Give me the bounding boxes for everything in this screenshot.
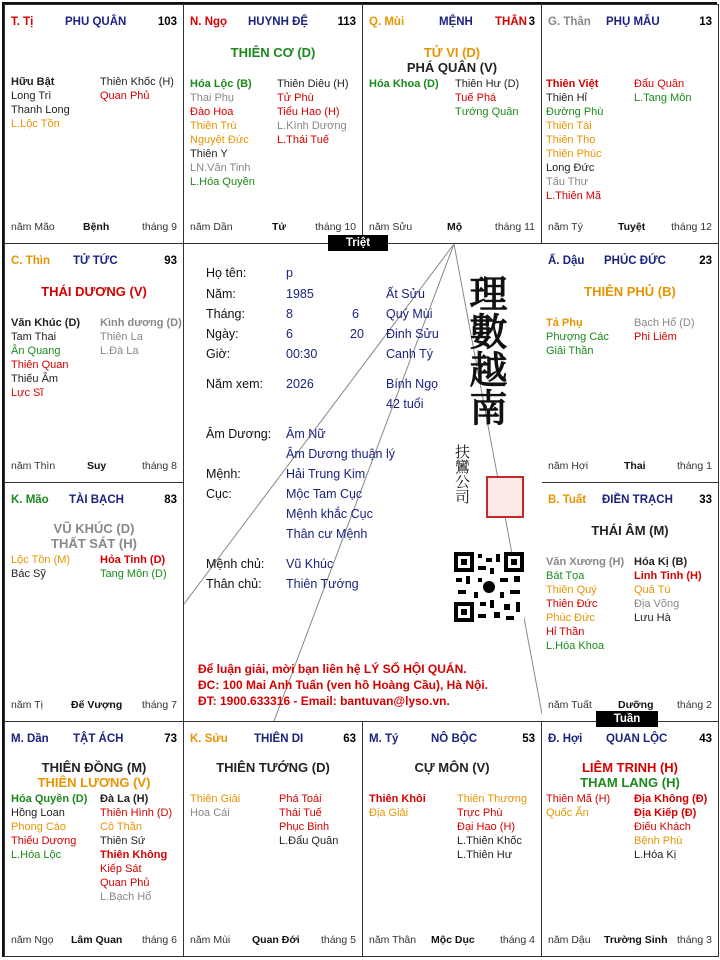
palace-ngo xyxy=(183,4,363,244)
menh-value: Hải Trung Kim xyxy=(286,467,366,481)
star: Quả Tú xyxy=(634,584,671,596)
star: Cô Thần xyxy=(100,821,142,833)
stage: Thai xyxy=(624,460,646,472)
main-star: THIÊN LƯƠNG (V) xyxy=(37,775,151,790)
stage: Bệnh xyxy=(83,221,110,233)
menhchu-label: Mệnh chủ: xyxy=(206,557,265,571)
palace-mui xyxy=(362,4,542,244)
star: Trực Phù xyxy=(457,807,503,819)
menhchu-value: Vũ Khúc xyxy=(286,557,334,571)
palace-number: 13 xyxy=(699,16,712,28)
year: năm Mùi xyxy=(190,934,231,946)
star: Phúc Đức xyxy=(546,612,595,624)
year: năm Sửu xyxy=(369,221,413,233)
star: Đại Hao (H) xyxy=(457,821,516,833)
star: Thiên Giải xyxy=(190,793,241,805)
month: tháng 2 xyxy=(676,699,712,711)
star: Hóa Quyền (D) xyxy=(11,793,88,805)
year: năm Ngọ xyxy=(11,934,54,946)
main-star: THIÊN PHỦ (B) xyxy=(584,284,676,299)
palace-dan xyxy=(4,721,184,957)
star: Đà La (H) xyxy=(100,793,149,805)
contact-address: ĐC: 100 Mai Anh Tuấn (ven hồ Hoàng Cầu), Hà Nội. xyxy=(198,678,489,692)
view-year-can-chi: Bính Ngọ xyxy=(386,377,439,391)
star: Tướng Quân xyxy=(455,106,519,118)
year: năm Thìn xyxy=(11,460,56,472)
star: L.Thái Tuế xyxy=(277,134,329,146)
star: Bạch Hổ (D) xyxy=(634,317,695,329)
palace-thin xyxy=(4,243,184,483)
thanchu-value: Thiên Tướng xyxy=(286,577,359,591)
year: năm Dậu xyxy=(548,934,591,946)
star: L.Thiên Khốc xyxy=(457,835,522,847)
star: Điếu Khách xyxy=(634,821,691,833)
star: Thiên Quý xyxy=(546,584,597,596)
star: Quan Phủ xyxy=(100,877,150,889)
star: Tuế Phá xyxy=(455,92,497,104)
tuan-marker: Tuần xyxy=(596,711,658,727)
main-star: THIÊN ĐỒNG (M) xyxy=(41,760,147,775)
thanchu-label: Thân chủ: xyxy=(206,577,262,591)
branch: C. Thìn xyxy=(11,255,50,267)
star: Tang Môn (D) xyxy=(100,568,167,580)
palace-ti xyxy=(4,4,184,244)
amduong-relation: Âm Dương thuận lý xyxy=(286,447,395,461)
horoscope-chart xyxy=(2,2,717,957)
star: L.Lộc Tồn xyxy=(11,118,60,130)
contact-phone-email: ĐT: 1900.633316 - Email: bantuvan@lyso.vn. xyxy=(198,694,450,708)
triet-marker: Triệt xyxy=(328,235,388,251)
palace-number: 113 xyxy=(337,16,356,28)
palace-ty xyxy=(362,721,542,957)
star: Hóa Kị (B) xyxy=(634,556,688,568)
star: L.Tang Môn xyxy=(634,92,692,104)
star: Địa Kiếp (Đ) xyxy=(634,807,697,819)
year: năm Tý xyxy=(548,221,583,233)
day-can-chi: Đinh Sửu xyxy=(386,327,439,341)
star: Địa Võng xyxy=(634,598,680,610)
palace-number: 63 xyxy=(343,733,356,745)
year: năm Hợi xyxy=(548,460,589,472)
stage: Suy xyxy=(87,460,107,472)
palace-number: 83 xyxy=(164,494,177,506)
stage: Lâm Quan xyxy=(71,934,123,946)
branch: N. Ngọ xyxy=(190,16,228,28)
star: Thiên Diêu (H) xyxy=(277,78,349,90)
year: năm Mão xyxy=(11,221,55,233)
cuc-value: Mộc Tam Cục xyxy=(286,487,363,501)
star: Thiếu Dương xyxy=(11,835,77,847)
star: Ân Quang xyxy=(11,345,61,357)
palace-number: 93 xyxy=(164,255,177,267)
amduong-label: Âm Dương: xyxy=(206,427,272,441)
star: Linh Tinh (H) xyxy=(634,570,702,582)
star: Thiên Y xyxy=(190,148,228,160)
palace-name: QUAN LỘC xyxy=(606,733,668,745)
star: Thiên Quan xyxy=(11,359,69,371)
star: Thiên Hư (D) xyxy=(455,78,520,90)
year-label: Năm: xyxy=(206,287,236,301)
star: Bệnh Phù xyxy=(634,835,683,847)
star: L.Hóa Khoa xyxy=(546,640,605,652)
cuc-relation: Mệnh khắc Cục xyxy=(286,507,373,521)
stage: Tử xyxy=(272,221,287,233)
palace-name: TỬ TỨC xyxy=(73,255,118,267)
star: Nguyệt Đức xyxy=(190,134,249,146)
cuc-label: Cục: xyxy=(206,487,232,501)
than-label: THÂN xyxy=(495,16,527,28)
hour-can-chi: Canh Tý xyxy=(386,347,434,361)
menh-label: Mệnh: xyxy=(206,467,241,481)
star: Thiên La xyxy=(100,331,143,343)
star: L.Thiên Mã xyxy=(546,190,602,202)
contact-line-1: Để luận giải, mời bạn liên hệ LÝ SỐ HỘI QUÁN. xyxy=(198,662,467,676)
stage: Đế Vượng xyxy=(71,699,123,711)
star: Thiên Thọ xyxy=(546,134,596,146)
year: năm Dần xyxy=(190,221,233,233)
main-star: TỬ VI (D) xyxy=(423,45,481,60)
star: Đào Hoa xyxy=(190,106,234,118)
view-year: 2026 xyxy=(286,377,314,391)
star: Thiên Phúc xyxy=(546,148,602,160)
star: Thiên Khốc (H) xyxy=(100,76,174,88)
month: tháng 3 xyxy=(676,934,712,946)
star: Kiếp Sát xyxy=(100,863,142,875)
palace-name: NÔ BỘC xyxy=(431,733,477,745)
star: Kình dương (D) xyxy=(100,317,182,329)
calligraphy-logo: 理數越南 xyxy=(463,274,508,426)
year-can-chi: Ất Sửu xyxy=(386,287,425,301)
stage: Quan Đới xyxy=(252,934,300,946)
month: tháng 9 xyxy=(141,221,177,233)
palace-number: 73 xyxy=(164,733,177,745)
star: Quốc Ấn xyxy=(546,807,589,819)
palace-name: PHỤ MẪU xyxy=(606,16,660,28)
main-star: THAM LANG (H) xyxy=(580,775,680,790)
star: Văn Khúc (D) xyxy=(11,317,81,329)
star: L.Hóa Quyền xyxy=(190,176,255,188)
view-year-label: Năm xem: xyxy=(206,377,263,391)
star: Phượng Các xyxy=(546,331,609,343)
star: L.Bạch Hổ xyxy=(100,891,152,903)
star: Hỏa Tinh (D) xyxy=(100,554,166,566)
palace-name: ĐIỀN TRẠCH xyxy=(602,494,673,506)
palace-tuat xyxy=(541,482,719,722)
star: Thiên Không xyxy=(100,849,168,861)
month: tháng 7 xyxy=(141,699,177,711)
star: Tam Thai xyxy=(11,331,57,343)
star: Hoa Cái xyxy=(190,807,230,819)
palace-number: 23 xyxy=(699,255,712,267)
birth-day-lunar: 20 xyxy=(350,327,364,341)
star: L.Đẩu Quân xyxy=(279,835,339,847)
seal-vertical-text: 扶鸞公司 xyxy=(453,444,471,504)
stage: Mộ xyxy=(447,221,463,233)
star: Bác Sỹ xyxy=(11,568,46,580)
star: Phi Liêm xyxy=(634,331,677,343)
star: Thai Phụ xyxy=(190,92,235,104)
main-star: THÁI DƯƠNG (V) xyxy=(41,284,147,299)
star: Long Trì xyxy=(11,90,52,102)
star: Phá Toái xyxy=(279,793,322,805)
star: Hóa Lộc (B) xyxy=(190,78,252,90)
star: Hồng Loan xyxy=(11,807,65,819)
palace-name: TÀI BẠCH xyxy=(69,494,124,506)
star: Đường Phù xyxy=(546,106,604,118)
month-can-chi: Quý Mùi xyxy=(386,307,433,321)
star: Địa Giải xyxy=(369,807,409,819)
star: Thiên Tài xyxy=(546,120,592,132)
star: Phục Binh xyxy=(279,821,330,833)
palace-hoi xyxy=(541,721,719,957)
star: L.Hóa Lộc xyxy=(11,849,62,861)
branch: Đ. Hợi xyxy=(548,733,583,745)
star: L.Kình Dương xyxy=(277,120,347,132)
star: Thiên Hình (D) xyxy=(100,807,173,819)
birth-day-solar: 6 xyxy=(286,327,293,341)
star: Tấu Thư xyxy=(546,176,589,188)
age: 42 tuổi xyxy=(386,397,424,411)
month: tháng 8 xyxy=(141,460,177,472)
main-star: VŨ KHÚC (D) xyxy=(53,521,135,536)
star: Tiểu Hao (H) xyxy=(277,106,340,118)
stage: Tuyệt xyxy=(618,221,646,233)
month: tháng 6 xyxy=(141,934,177,946)
star: Giải Thần xyxy=(546,345,594,357)
star: Thiếu Âm xyxy=(11,373,59,385)
branch: M. Tý xyxy=(369,733,399,745)
palace-name: PHÚC ĐỨC xyxy=(604,255,666,267)
star: Thiên Sứ xyxy=(100,835,146,847)
branch: Ấ. Dậu xyxy=(548,255,585,267)
name-value: p xyxy=(286,266,293,280)
star: Thiên Thương xyxy=(457,793,528,805)
star: Thiên Mã (H) xyxy=(546,793,611,805)
star: L.Đà La xyxy=(100,345,139,357)
stage: Trường Sinh xyxy=(604,934,668,946)
month: tháng 10 xyxy=(315,221,356,233)
month: tháng 12 xyxy=(671,221,712,233)
palace-number: 103 xyxy=(157,16,177,28)
star: Hỉ Thần xyxy=(546,626,585,638)
star: Quan Phủ xyxy=(100,90,150,102)
star: L.Thiên Hư xyxy=(457,849,513,861)
star: Thiên Trù xyxy=(190,120,237,132)
stage: Mộc Dục xyxy=(431,934,475,946)
branch: T. Tị xyxy=(11,16,34,28)
star: Bát Tọa xyxy=(546,570,585,582)
palace-name: THIÊN DI xyxy=(254,733,304,745)
palace-suu xyxy=(183,721,363,957)
star: Phong Cáo xyxy=(11,821,67,833)
star: Đẩu Quân xyxy=(634,78,685,90)
star: Tả Phụ xyxy=(546,317,583,329)
star: Lộc Tồn (M) xyxy=(11,554,71,566)
star: Thiên Khôi xyxy=(369,793,426,805)
month: tháng 11 xyxy=(494,221,535,233)
palace-name: TẬT ÁCH xyxy=(73,733,124,745)
star: LN.Văn Tinh xyxy=(190,162,251,174)
star: Long Đức xyxy=(546,162,595,174)
birth-year: 1985 xyxy=(286,287,314,301)
palace-name: PHU QUÂN xyxy=(65,16,127,28)
branch: B. Tuất xyxy=(548,494,587,506)
main-star: CỰ MÔN (V) xyxy=(414,760,490,775)
branch: G. Thân xyxy=(548,16,591,28)
palace-name: MỆNH xyxy=(439,16,473,28)
month-label: Tháng: xyxy=(206,307,245,321)
month: tháng 5 xyxy=(320,934,356,946)
branch: K. Mão xyxy=(11,494,49,506)
birth-month-solar: 8 xyxy=(286,307,293,321)
birth-hour: 00:30 xyxy=(286,347,318,361)
branch: M. Dần xyxy=(11,733,49,745)
main-star: THIÊN CƠ (D) xyxy=(230,45,316,60)
than-position: Thân cư Mệnh xyxy=(286,527,368,541)
star: Lưu Hà xyxy=(634,612,671,624)
palace-than xyxy=(541,4,719,244)
palace-dau xyxy=(541,243,719,483)
year: năm Tuất xyxy=(548,699,592,711)
star: Địa Không (Đ) xyxy=(634,793,708,805)
palace-name: HUYNH ĐỆ xyxy=(248,16,309,28)
main-star: THIÊN TƯỚNG (D) xyxy=(216,760,330,775)
main-star: THẤT SÁT (H) xyxy=(51,536,137,551)
star: Thái Tuế xyxy=(279,807,322,819)
month: tháng 4 xyxy=(499,934,535,946)
name-label: Họ tên: xyxy=(206,266,247,280)
year: năm Tị xyxy=(11,699,43,711)
palace-number: 53 xyxy=(522,733,535,745)
qr-code[interactable] xyxy=(454,552,524,622)
star: Hóa Khoa (D) xyxy=(369,78,439,90)
star: Thanh Long xyxy=(11,104,70,116)
star: Lực Sĩ xyxy=(11,387,44,399)
center-info-panel xyxy=(184,244,542,721)
month: tháng 1 xyxy=(676,460,712,472)
palace-number: 3 xyxy=(528,16,535,28)
star: L.Hóa Kị xyxy=(634,849,677,861)
star: Thiên Đức xyxy=(546,598,598,610)
branch: K. Sửu xyxy=(190,733,228,745)
main-star: PHÁ QUÂN (V) xyxy=(406,60,498,75)
star: Hữu Bật xyxy=(11,76,55,88)
amduong-value: Âm Nữ xyxy=(286,427,326,441)
birth-month-lunar: 6 xyxy=(352,307,359,321)
stage: Dưỡng xyxy=(618,699,654,711)
star: Thiên Việt xyxy=(546,78,599,90)
day-label: Ngày: xyxy=(206,327,239,341)
branch: Q. Mùi xyxy=(369,16,405,28)
main-star: LIÊM TRINH (H) xyxy=(581,760,679,775)
red-seal-stamp xyxy=(486,476,524,518)
palace-number: 33 xyxy=(699,494,712,506)
hour-label: Giờ: xyxy=(206,347,231,361)
palace-mao xyxy=(4,482,184,722)
star: Văn Xương (H) xyxy=(546,556,625,568)
star: Thiên Hỉ xyxy=(546,92,587,104)
year: năm Thân xyxy=(369,934,417,946)
main-star: THÁI ÂM (M) xyxy=(591,523,669,538)
star: Tử Phù xyxy=(277,92,314,104)
palace-number: 43 xyxy=(699,733,712,745)
